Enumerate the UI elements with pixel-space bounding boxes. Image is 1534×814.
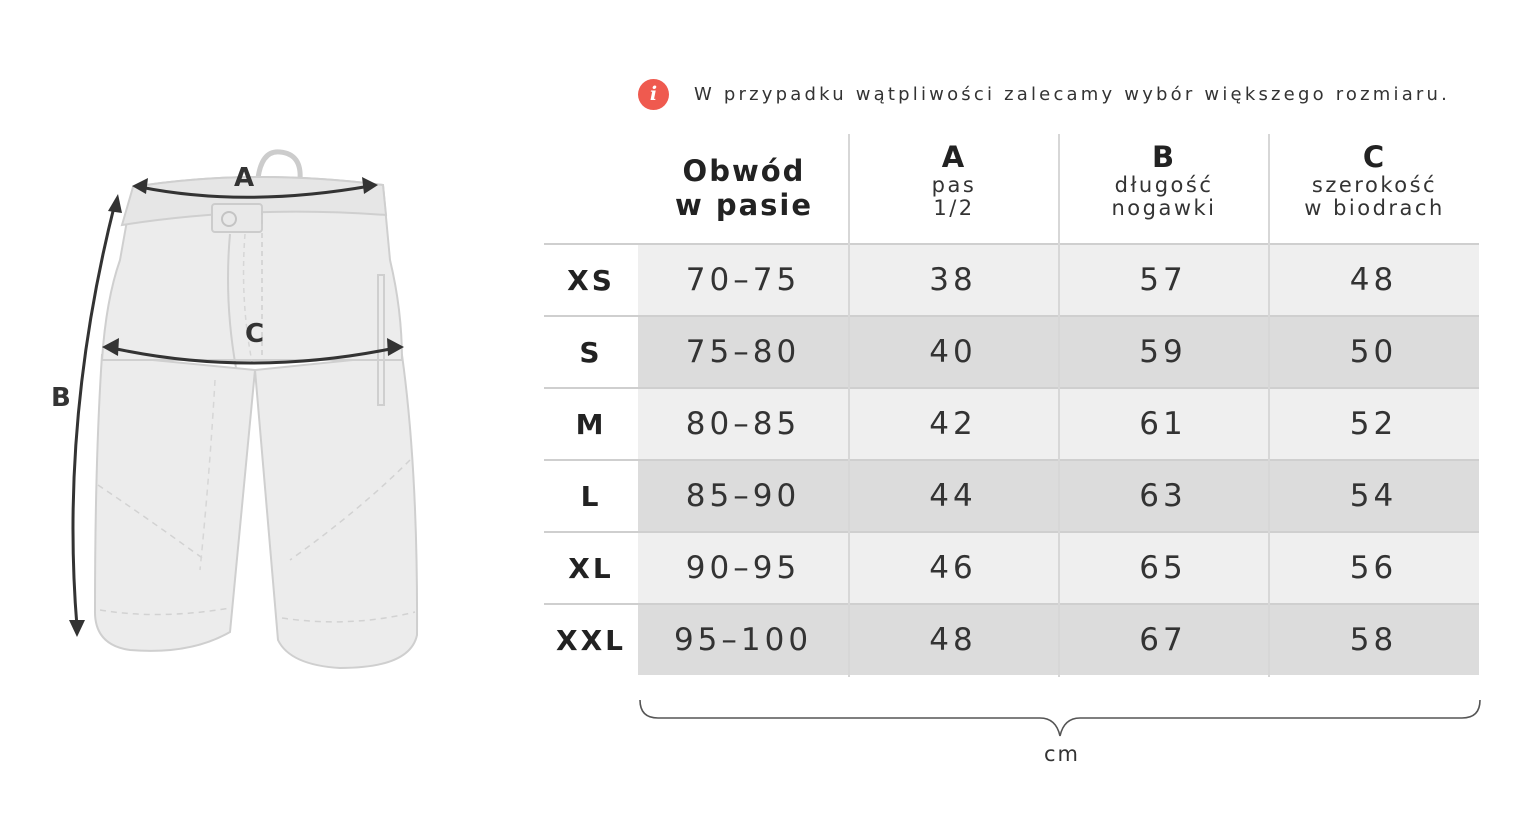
- header-waist: [640, 134, 848, 244]
- waist-value: 75–80: [638, 317, 848, 387]
- c-value: 58: [1268, 605, 1479, 675]
- header-waist-line1: Obwód: [682, 154, 806, 188]
- label-b: B: [51, 383, 71, 413]
- table-row: [544, 461, 1479, 531]
- header-b-letter: B: [1151, 140, 1177, 174]
- waist-value: 85–90: [638, 461, 848, 531]
- header-c: [1270, 134, 1479, 244]
- a-value: 40: [848, 317, 1058, 387]
- header-c-sub1: szerokość: [1311, 173, 1438, 197]
- header-a-sub2: 1/2: [933, 196, 975, 220]
- c-value: 56: [1268, 533, 1479, 603]
- c-value: 54: [1268, 461, 1479, 531]
- header-b-sub2: nogawki: [1111, 196, 1217, 220]
- b-value: 67: [1058, 605, 1268, 675]
- shorts-illustration: [40, 140, 440, 680]
- c-value: 50: [1268, 317, 1479, 387]
- b-value: 65: [1058, 533, 1268, 603]
- notice: [638, 78, 1450, 110]
- table-row: [544, 605, 1479, 675]
- c-value: 48: [1268, 245, 1479, 315]
- brace-icon: [636, 698, 1484, 740]
- divider: [544, 459, 1479, 461]
- a-value: 44: [848, 461, 1058, 531]
- table-row: [544, 533, 1479, 603]
- divider: [848, 134, 850, 677]
- info-icon: i: [638, 79, 669, 110]
- b-value: 63: [1058, 461, 1268, 531]
- header-c-letter: C: [1362, 140, 1387, 174]
- divider: [544, 603, 1479, 605]
- b-value: 57: [1058, 245, 1268, 315]
- a-value: 42: [848, 389, 1058, 459]
- a-value: 46: [848, 533, 1058, 603]
- header-a: [850, 134, 1058, 244]
- divider: [1268, 134, 1270, 677]
- size-label: M: [544, 389, 638, 459]
- notice-text: W przypadku wątpliwości zalecamy wybór większego rozmiaru.: [694, 83, 1451, 105]
- divider: [1058, 134, 1060, 677]
- header-waist-line2: w pasie: [674, 188, 814, 222]
- b-value: 59: [1058, 317, 1268, 387]
- header-b-sub1: długość: [1114, 173, 1214, 197]
- label-a: A: [234, 163, 255, 193]
- waist-value: 95–100: [638, 605, 848, 675]
- table-row: [544, 317, 1479, 387]
- a-value: 38: [848, 245, 1058, 315]
- divider: [544, 387, 1479, 389]
- waist-value: 90–95: [638, 533, 848, 603]
- label-c: C: [245, 319, 265, 349]
- divider: [544, 531, 1479, 533]
- unit-label: cm: [1043, 742, 1080, 766]
- header-b: [1060, 134, 1268, 244]
- size-label: XXL: [544, 605, 638, 675]
- b-value: 61: [1058, 389, 1268, 459]
- table-row: [544, 389, 1479, 459]
- size-label: L: [544, 461, 638, 531]
- size-label: XS: [544, 245, 638, 315]
- table-row: [544, 245, 1479, 315]
- header-a-letter: A: [941, 140, 967, 174]
- size-label: S: [544, 317, 638, 387]
- divider: [544, 243, 1479, 245]
- waist-value: 80–85: [638, 389, 848, 459]
- divider: [544, 315, 1479, 317]
- waist-value: 70–75: [638, 245, 848, 315]
- header-c-sub2: w biodrach: [1304, 196, 1445, 220]
- size-label: XL: [544, 533, 638, 603]
- c-value: 52: [1268, 389, 1479, 459]
- header-a-sub1: pas: [931, 173, 977, 197]
- a-value: 48: [848, 605, 1058, 675]
